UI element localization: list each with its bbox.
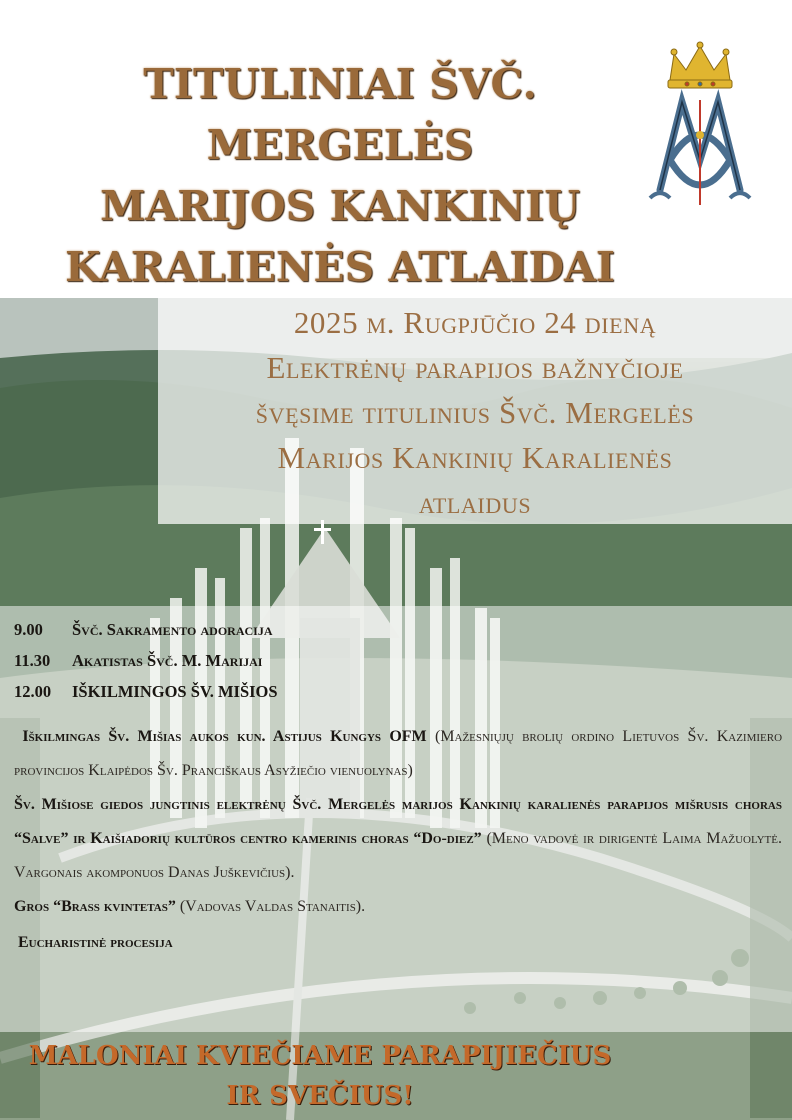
schedule-event: IŠKILMINGOS ŠV. MIŠIOS (72, 682, 278, 701)
schedule-event: Akatistas Švč. M. Marijai (72, 651, 263, 670)
invitation (0, 1036, 640, 1116)
schedule-item (14, 645, 784, 676)
intro-line-3: švęsime titulinius Švč. Mergelės (255, 395, 695, 430)
schedule-item (14, 614, 784, 645)
brass-note: (Vadovas Valdas Stanaitis). (179, 898, 366, 915)
title-line-2: MARIJOS KANKINIŲ (100, 182, 580, 230)
intro-line-1: 2025 m. Rugpjūčio 24 dieną (293, 305, 657, 340)
intro-text (170, 300, 780, 525)
schedule-time: 12.00 (14, 682, 52, 701)
crown-icon (668, 42, 732, 88)
choir-note: (Meno vadovė ir dirigentė Laima Mažuolytė. Vargonais akomponuos Danas Juškevičius). (14, 830, 782, 881)
choir-paragraph (14, 788, 782, 890)
brass-info: Gros “Brass kvintetas” (14, 898, 176, 915)
mass-celebrant: Iškilmingas Šv. Mišias aukos kun. Astijus Kungys OFM (22, 728, 427, 745)
choir-info: Šv. Mišiose giedos jungtinis elektrėnų Švč. Mergelės marijos Kankinių karalienės parapijos mišrusis choras “Salve” ir Kaišiadorių kultūros centro kamerinis choras “Do-diez” (14, 796, 782, 847)
brass-paragraph (14, 890, 782, 924)
page-title (20, 54, 660, 298)
title-line-1: TITULINIAI ŠVČ. MERGELĖS (143, 60, 537, 169)
title-line-3: KARALIENĖS ATLAIDAI (65, 243, 615, 291)
intro-line-4: Marijos Kankinių Karalienės (277, 440, 673, 475)
schedule-item (14, 676, 784, 707)
mass-paragraph (14, 720, 782, 788)
schedule-list (14, 614, 784, 707)
intro-line-5: atlaidus (418, 485, 532, 520)
procession: Eucharistinė procesija (18, 934, 173, 951)
schedule-event: Švč. Sakramento adoracija (72, 620, 273, 639)
invite-line-2: IR SVEČIUS! (226, 1081, 414, 1111)
crowned-marian-monogram-icon (640, 40, 760, 220)
invite-line-1: MALONIAI KVIEČIAME PARAPIJIEČIUS (28, 1041, 612, 1071)
schedule-time: 9.00 (14, 620, 43, 639)
mass-note: (Mažesniųjų brolių ordino Lietuvos Šv. Kazimiero provincijos Klaipėdos Šv. Pranciškaus Asyžiečio vienuolynas) (14, 728, 783, 779)
event-details (14, 720, 782, 960)
intro-line-2: Elektrėnų parapijos bažnyčioje (266, 350, 684, 385)
schedule-time: 11.30 (14, 651, 51, 670)
